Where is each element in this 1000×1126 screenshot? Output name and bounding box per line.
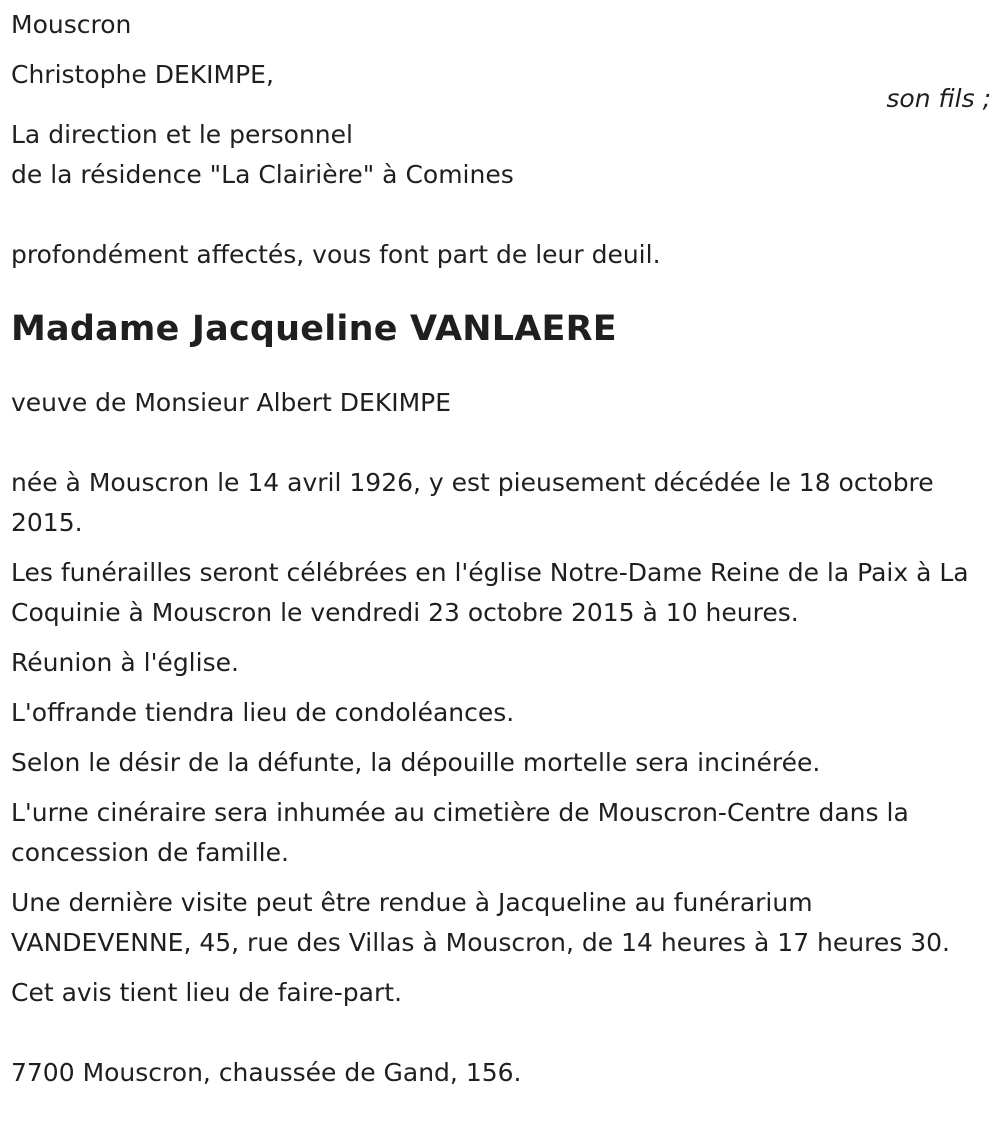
org-line-1: La direction et le personnel xyxy=(11,120,353,149)
org-line-2: de la résidence "La Clairière" à Comines xyxy=(11,160,514,189)
funeral-paragraph: Les funérailles seront célébrées en l'église Notre-Dame Reine de la Paix à La Coquinie à Mouscron le vendredi 23 octobre 2015 à 10 heures. xyxy=(11,558,969,627)
address-line: 7700 Mouscron, chaussée de Gand, 156. xyxy=(11,1058,522,1087)
visit-paragraph: Une dernière visite peut être rendue à Jacqueline au funérarium VANDEVENNE, 45, rue des Villas à Mouscron, de 14 heures à 17 heures 30. xyxy=(11,888,950,957)
notice-paragraph: Cet avis tient lieu de faire-part. xyxy=(11,978,403,1007)
son-relation: son fils ; xyxy=(886,84,991,113)
offering-paragraph: L'offrande tiendra lieu de condoléances. xyxy=(11,698,515,727)
meeting-paragraph: Réunion à l'église. xyxy=(11,648,239,677)
urn-paragraph: L'urne cinéraire sera inhumée au cimetière de Mouscron-Centre dans la concession de famille. xyxy=(11,798,909,867)
cremation-paragraph: Selon le désir de la défunte, la dépouille mortelle sera incinérée. xyxy=(11,748,821,777)
announcement: profondément affectés, vous font part de leur deuil. xyxy=(11,240,661,269)
son-name: Christophe DEKIMPE, xyxy=(11,60,274,89)
spouse-line: veuve de Monsieur Albert DEKIMPE xyxy=(11,388,452,417)
header-city: Mouscron xyxy=(11,10,132,39)
birth-death-paragraph: née à Mouscron le 14 avril 1926, y est pieusement décédée le 18 octobre 2015. xyxy=(11,468,934,537)
son-row xyxy=(11,55,991,113)
deceased-name: Madame Jacqueline VANLAERE xyxy=(11,309,617,349)
obituary-notice xyxy=(11,5,991,1093)
